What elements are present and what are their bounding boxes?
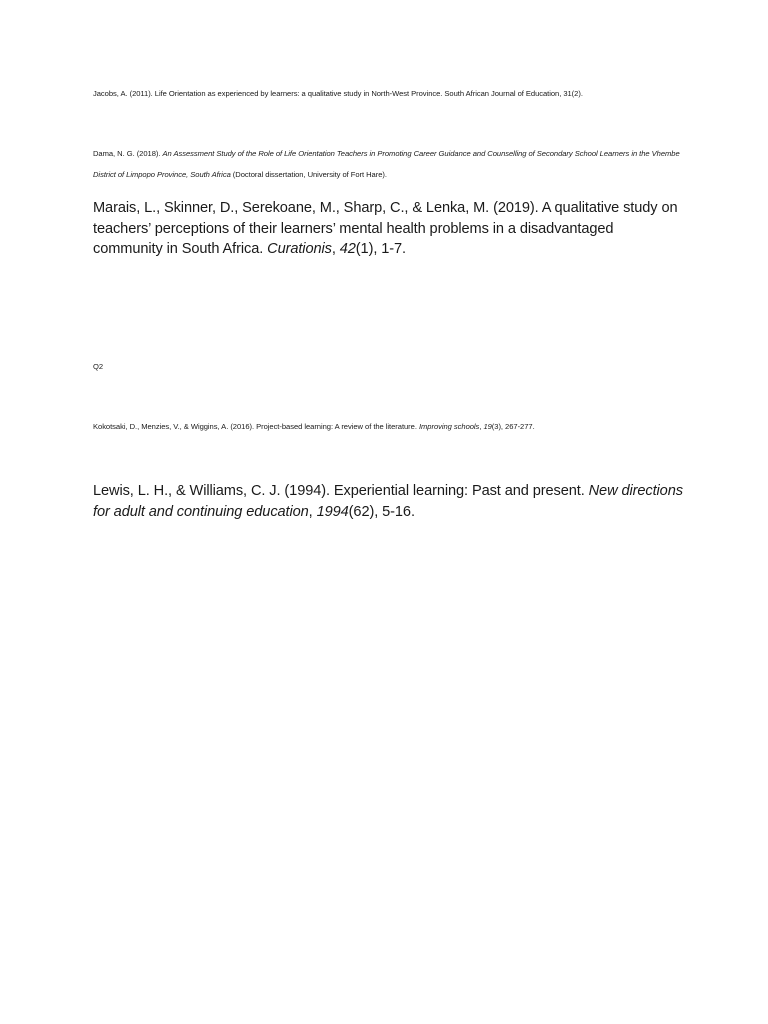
reference-dama-rest: (Doctoral dissertation, University of Fort Hare). — [230, 170, 387, 179]
reference-jacobs — [93, 89, 583, 98]
reference-marais-rest: (1), 1-7. — [355, 241, 406, 257]
reference-lewis — [93, 481, 683, 522]
reference-lewis-main: Lewis, L. H., & Williams, C. J. (1994). Experiential learning: Past and present. — [93, 483, 589, 499]
section-label-q2 — [93, 362, 103, 371]
reference-kokotsaki-sep: , — [479, 422, 484, 431]
reference-lewis-rest: (62), 5-16. — [348, 503, 415, 520]
reference-lewis-sep: , — [308, 503, 317, 520]
reference-marais-journal: Curationis — [267, 241, 332, 257]
reference-lewis-journal: New directions for adult and continuing education — [93, 483, 683, 520]
reference-kokotsaki-volume: 19 — [483, 422, 492, 431]
reference-kokotsaki-main: Kokotsaki, D., Menzies, V., & Wiggins, A. (2016). Project-based learning: A review of the literature. — [93, 422, 419, 431]
reference-kokotsaki-journal: Improving schools — [418, 422, 480, 431]
reference-lewis-volume: 1994 — [316, 503, 349, 520]
reference-marais — [93, 198, 683, 260]
reference-kokotsaki — [93, 422, 535, 431]
reference-dama-authors: Dama, N. G. (2018). — [93, 149, 163, 158]
reference-marais-sep: , — [331, 241, 340, 257]
reference-dama-title: An Assessment Study of the Role of Life Orientation Teachers in Promoting Career Guidance and Counselling of Secondary School Learners in the Vhembe District of Limpopo Province, South Africa — [93, 149, 680, 179]
q2-label: Q2 — [93, 362, 104, 371]
reference-jacobs-text: Jacobs, A. (2011). Life Orientation as experienced by learners: a qualitative study in North-West Province. South African Journal of Education, 31(2). — [93, 89, 583, 98]
reference-marais-main: Marais, L., Skinner, D., Serekoane, M., Sharp, C., & Lenka, M. (2019). A qualitative study on teachers’ perceptions of their learners’ mental health problems in a disadvantaged community in South Africa. — [93, 200, 678, 257]
reference-kokotsaki-rest: (3), 267-277. — [491, 422, 535, 431]
reference-marais-volume: 42 — [339, 241, 356, 257]
reference-dama — [93, 143, 693, 185]
